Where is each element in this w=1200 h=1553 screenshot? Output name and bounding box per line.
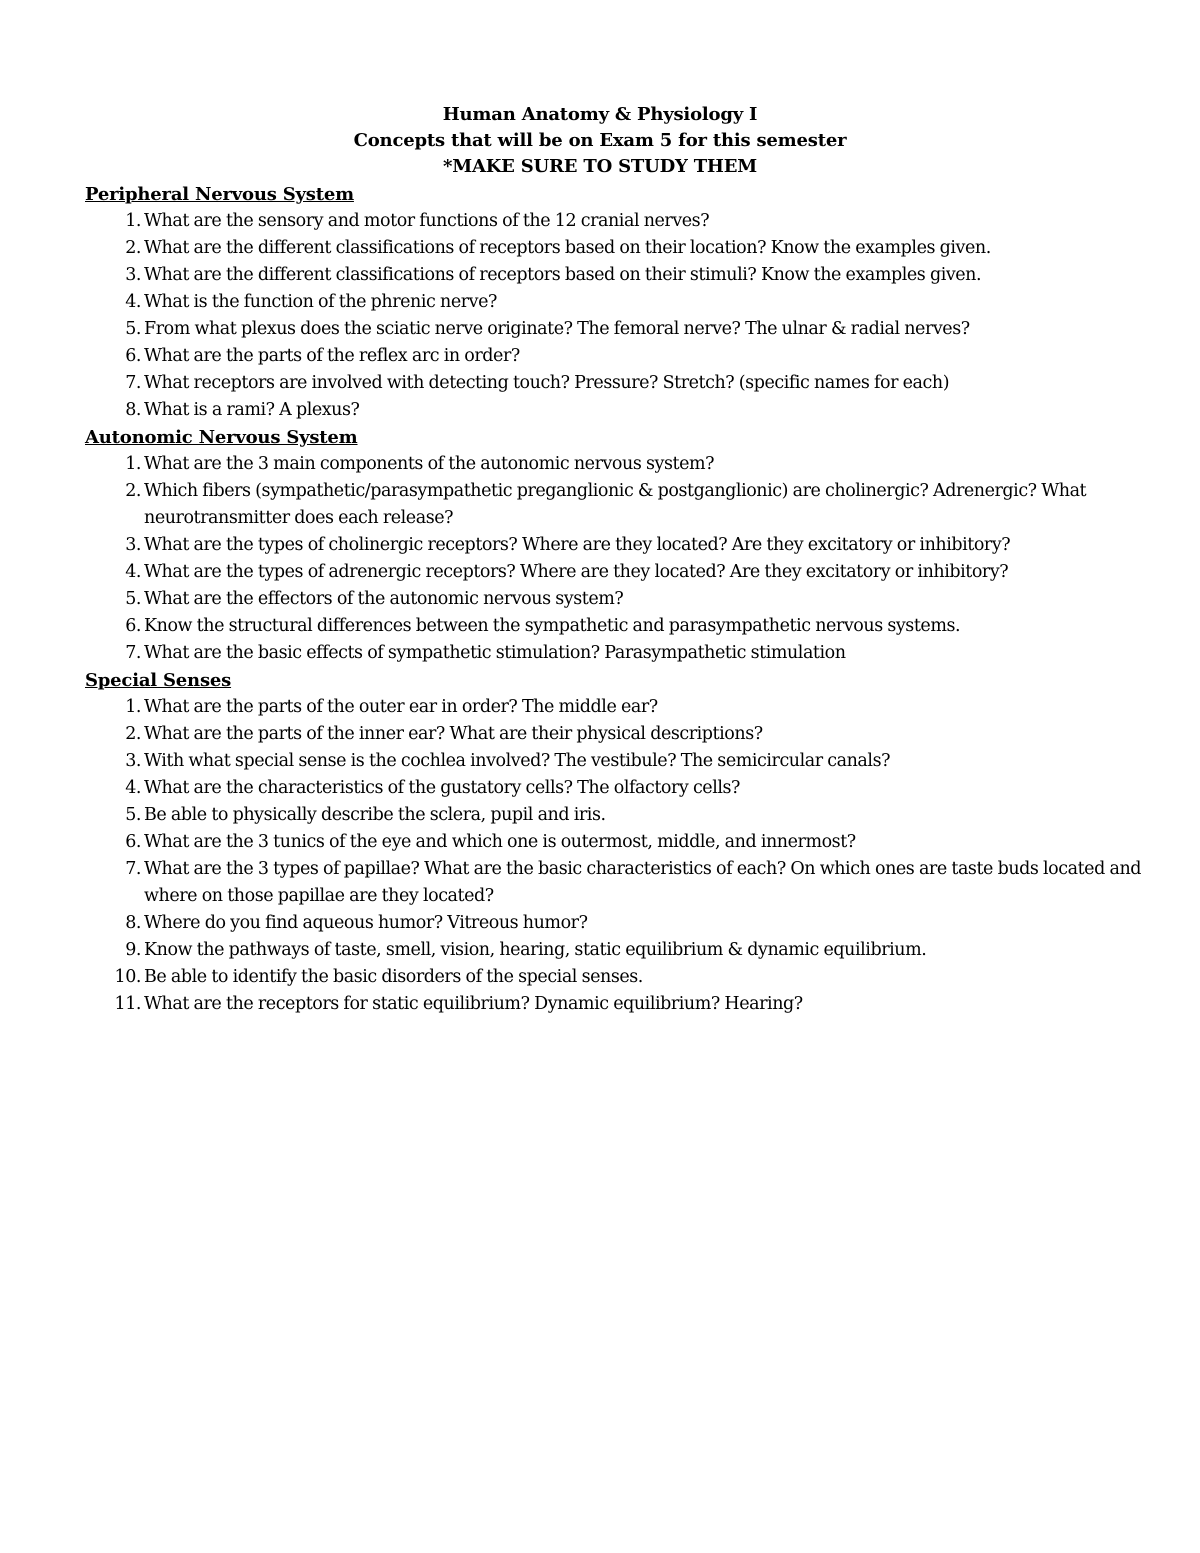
section-title: Autonomic Nervous System bbox=[85, 427, 358, 448]
list-item bbox=[85, 910, 1145, 937]
list-item bbox=[85, 991, 1145, 1018]
list-item bbox=[85, 343, 1145, 370]
list-item bbox=[85, 208, 1145, 235]
item-text: What are the characteristics of the gustatory cells? The olfactory cells? bbox=[144, 778, 740, 798]
item-number: 7. bbox=[125, 643, 141, 663]
document-body bbox=[85, 181, 1145, 1018]
document-header bbox=[0, 102, 1200, 180]
item-number: 2. bbox=[125, 724, 141, 744]
list-item bbox=[85, 289, 1145, 316]
question-list bbox=[85, 694, 1145, 1018]
item-number: 6. bbox=[125, 346, 141, 366]
list-item bbox=[85, 532, 1145, 559]
item-number: 4. bbox=[125, 562, 141, 582]
item-text: What are the types of adrenergic receptors? Where are they located? Are they excitatory or inhibitory? bbox=[144, 562, 1009, 582]
item-number: 5. bbox=[125, 319, 141, 339]
list-item bbox=[85, 559, 1145, 586]
item-text: From what plexus does the sciatic nerve originate? The femoral nerve? The ulnar & radial nerves? bbox=[144, 319, 970, 339]
item-text: What are the types of cholinergic receptors? Where are they located? Are they excitatory or inhibitory? bbox=[144, 535, 1011, 555]
item-number: 6. bbox=[125, 832, 141, 852]
item-text: What are the parts of the outer ear in order? The middle ear? bbox=[144, 697, 658, 717]
list-item bbox=[85, 721, 1145, 748]
item-text: Which fibers (sympathetic/parasympathetic preganglionic & postganglionic) are cholinergic? Adrenergic? What neurotransmitter does each release? bbox=[144, 481, 1087, 528]
item-text: Know the pathways of taste, smell, vision, hearing, static equilibrium & dynamic equilibrium. bbox=[144, 940, 927, 960]
item-number: 9. bbox=[125, 940, 141, 960]
section-special-senses bbox=[85, 667, 1145, 1018]
list-item bbox=[85, 451, 1145, 478]
study-notice: *MAKE SURE TO STUDY THEM bbox=[443, 156, 757, 177]
list-item bbox=[85, 694, 1145, 721]
list-item bbox=[85, 586, 1145, 613]
list-item bbox=[85, 856, 1145, 910]
section-autonomic-nervous-system bbox=[85, 424, 1145, 667]
item-number: 3. bbox=[125, 751, 141, 771]
item-number: 8. bbox=[125, 913, 141, 933]
item-text: What are the sensory and motor functions of the 12 cranial nerves? bbox=[144, 211, 710, 231]
list-item bbox=[85, 478, 1145, 532]
item-number: 4. bbox=[125, 292, 141, 312]
item-text: What is the function of the phrenic nerve? bbox=[144, 292, 497, 312]
item-text: What are the parts of the inner ear? What are their physical descriptions? bbox=[144, 724, 763, 744]
item-number: 2. bbox=[125, 481, 141, 501]
item-number: 3. bbox=[125, 535, 141, 555]
question-list bbox=[85, 451, 1145, 667]
list-item bbox=[85, 397, 1145, 424]
list-item bbox=[85, 802, 1145, 829]
course-title: Human Anatomy & Physiology I bbox=[442, 104, 758, 125]
list-item bbox=[85, 613, 1145, 640]
item-text: Where do you find aqueous humor? Vitreous humor? bbox=[144, 913, 588, 933]
list-item bbox=[85, 748, 1145, 775]
item-number: 2. bbox=[125, 238, 141, 258]
exam-subtitle: Concepts that will be on Exam 5 for this semester bbox=[353, 130, 847, 151]
item-text: What are the receptors for static equilibrium? Dynamic equilibrium? Hearing? bbox=[144, 994, 803, 1014]
section-peripheral-nervous-system bbox=[85, 181, 1145, 424]
item-text: Be able to identify the basic disorders of the special senses. bbox=[144, 967, 643, 987]
item-number: 6. bbox=[125, 616, 141, 636]
item-text: What are the effectors of the autonomic nervous system? bbox=[144, 589, 624, 609]
question-list bbox=[85, 208, 1145, 424]
item-text: What are the different classifications of receptors based on their location? Know the examples given. bbox=[144, 238, 991, 258]
item-text: What are the parts of the reflex arc in order? bbox=[144, 346, 520, 366]
section-title: Peripheral Nervous System bbox=[85, 184, 354, 205]
item-number: 7. bbox=[125, 859, 141, 879]
item-text: What are the basic effects of sympathetic stimulation? Parasympathetic stimulation bbox=[144, 643, 846, 663]
item-text: What receptors are involved with detecting touch? Pressure? Stretch? (specific names for each) bbox=[144, 373, 950, 393]
item-number: 11. bbox=[114, 994, 141, 1014]
item-number: 1. bbox=[125, 211, 141, 231]
list-item bbox=[85, 829, 1145, 856]
item-text: With what special sense is the cochlea involved? The vestibule? The semicircular canals? bbox=[144, 751, 891, 771]
item-number: 10. bbox=[114, 967, 141, 987]
item-text: Be able to physically describe the sclera, pupil and iris. bbox=[144, 805, 606, 825]
list-item bbox=[85, 640, 1145, 667]
item-number: 1. bbox=[125, 697, 141, 717]
list-item bbox=[85, 775, 1145, 802]
list-item bbox=[85, 316, 1145, 343]
section-title: Special Senses bbox=[85, 670, 232, 691]
list-item bbox=[85, 937, 1145, 964]
item-number: 5. bbox=[125, 805, 141, 825]
list-item bbox=[85, 235, 1145, 262]
item-number: 4. bbox=[125, 778, 141, 798]
item-number: 3. bbox=[125, 265, 141, 285]
item-text: Know the structural differences between the sympathetic and parasympathetic nervous systems. bbox=[144, 616, 961, 636]
item-number: 7. bbox=[125, 373, 141, 393]
item-text: What are the 3 types of papillae? What are the basic characteristics of each? On which ones are taste buds located and where on those papillae are they located? bbox=[144, 859, 1142, 906]
list-item bbox=[85, 370, 1145, 397]
item-text: What are the 3 tunics of the eye and which one is outermost, middle, and innermost? bbox=[144, 832, 856, 852]
list-item bbox=[85, 964, 1145, 991]
item-number: 5. bbox=[125, 589, 141, 609]
item-number: 8. bbox=[125, 400, 141, 420]
item-text: What are the different classifications of receptors based on their stimuli? Know the examples given. bbox=[144, 265, 982, 285]
item-number: 1. bbox=[125, 454, 141, 474]
item-text: What is a rami? A plexus? bbox=[144, 400, 360, 420]
list-item bbox=[85, 262, 1145, 289]
item-text: What are the 3 main components of the autonomic nervous system? bbox=[144, 454, 715, 474]
